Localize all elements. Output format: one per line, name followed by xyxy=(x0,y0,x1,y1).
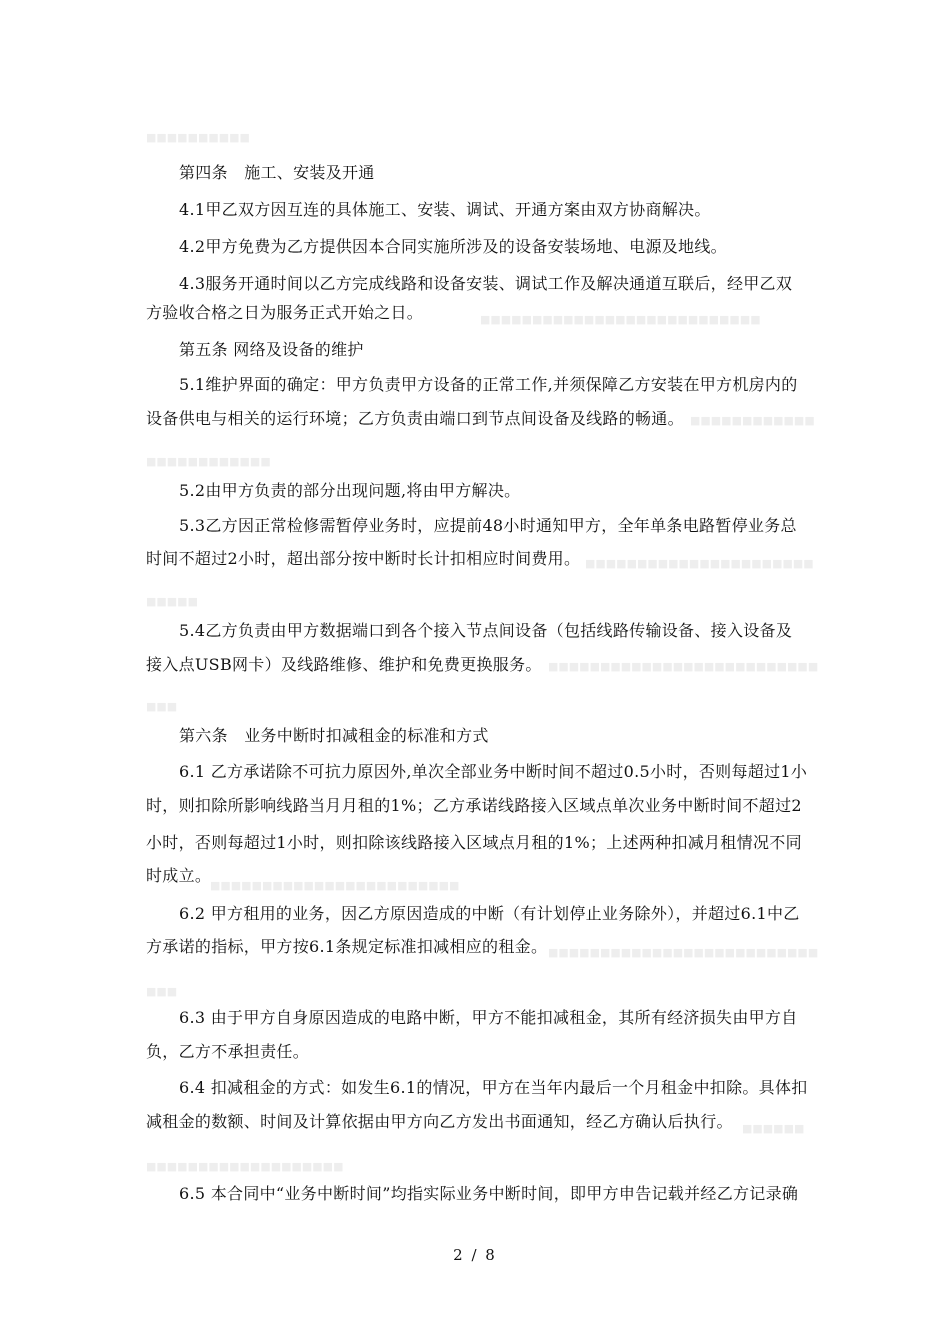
clause-6-3-line-2: 负，乙方不承担责任。 xyxy=(146,1042,310,1061)
clause-6-1-line-4: 时成立。 xyxy=(146,866,212,885)
clause-5-4-line-1: 5.4乙方负责由甲方数据端口到各个接入节点间设备（包括线路传输设备、接入设备及 xyxy=(179,621,793,640)
clause-5-4-line-2: 接入点USB网卡）及线路维修、维护和免费更换服务。 xyxy=(146,655,542,674)
ghost-text: ■■■■■■■■■■■■■■■■■■■■■■ xyxy=(585,557,814,570)
clause-4-3-line-1: 4.3服务开通时间以乙方完成线路和设备安装、调试工作及解决通道互联后，经甲乙双 xyxy=(179,274,793,293)
ghost-text: ■■■■■■ xyxy=(742,1122,805,1135)
ghost-text: ■■■■■■■■■■ xyxy=(146,131,250,144)
clause-6-2-line-1: 6.2 甲方租用的业务，因乙方原因造成的中断（有计划停止业务除外），并超过6.1中乙 xyxy=(179,904,800,923)
clause-5-3-line-1: 5.3乙方因正常检修需暂停业务时，应提前48小时通知甲方，全年单条电路暂停业务总 xyxy=(179,516,797,535)
clause-6-2-line-2: 方承诺的指标，甲方按6.1条规定标准扣减相应的租金。 xyxy=(146,937,548,956)
ghost-text: ■■■■■ xyxy=(146,595,198,608)
ghost-text: ■■■■■■■■■■■■■■■■■■■■■■■■ xyxy=(210,879,460,892)
article-6-heading: 第六条 业务中断时扣减租金的标准和方式 xyxy=(179,726,489,745)
clause-6-5-line-1: 6.5 本合同中“业务中断时间”均指实际业务中断时间，即甲方申告记载并经乙方记录确 xyxy=(179,1184,799,1203)
clause-4-1: 4.1甲乙双方因互连的具体施工、安装、调试、开通方案由双方协商解决。 xyxy=(179,200,711,219)
ghost-text: ■■■■■■■■■■■■■■■■■■■■■■■■■■ xyxy=(548,660,819,673)
ghost-text: ■■■■■■■■■■■■■■■■■■■■■■■■■■ xyxy=(548,946,819,959)
clause-6-1-line-1: 6.1 乙方承诺除不可抗力原因外,单次全部业务中断时间不超过0.5小时，否则每超过1小 xyxy=(179,762,808,781)
clause-5-1-line-2: 设备供电与相关的运行环境；乙方负责由端口到节点间设备及线路的畅通。 xyxy=(146,409,684,428)
clause-6-1-line-2: 时，则扣除所影响线路当月月租的1%；乙方承诺线路接入区域点单次业务中断时间不超过2 xyxy=(146,796,802,815)
clause-5-3-line-2: 时间不超过2小时，超出部分按中断时长计扣相应时间费用。 xyxy=(146,549,581,568)
ghost-text: ■■■ xyxy=(146,985,178,998)
ghost-text: ■■■■■■■■■■■■■■■■■■■■■■■■■■■ xyxy=(480,313,761,326)
clause-5-1-line-1: 5.1维护界面的确定：甲方负责甲方设备的正常工作,并须保障乙方安装在甲方机房内的 xyxy=(179,375,798,394)
article-4-heading: 第四条 施工、安装及开通 xyxy=(179,163,375,182)
clause-5-2: 5.2由甲方负责的部分出现问题,将由甲方解决。 xyxy=(179,481,521,500)
ghost-text: ■■■■■■■■■■■■ xyxy=(690,414,815,427)
clause-4-3-line-2: 方验收合格之日为服务正式开始之日。 xyxy=(146,303,424,322)
ghost-text: ■■■■■■■■■■■■ xyxy=(146,455,271,468)
clause-6-4-line-1: 6.4 扣减租金的方式：如发生6.1的情况，甲方在当年内最后一个月租金中扣除。具体扣 xyxy=(179,1078,808,1097)
article-5-heading: 第五条 网络及设备的维护 xyxy=(179,340,364,359)
clause-4-2: 4.2甲方免费为乙方提供因本合同实施所涉及的设备安装场地、电源及地线。 xyxy=(179,237,727,256)
clause-6-3-line-1: 6.3 由于甲方自身原因造成的电路中断，甲方不能扣减租金，其所有经济损失由甲方自 xyxy=(179,1008,798,1027)
ghost-text: ■■■■■■■■■■■■■■■■■■■ xyxy=(146,1160,344,1173)
page-number: 2 / 8 xyxy=(453,1246,497,1264)
clause-6-4-line-2: 减租金的数额、时间及计算依据由甲方向乙方发出书面通知，经乙方确认后执行。 xyxy=(146,1112,733,1131)
clause-6-1-line-3: 小时，否则每超过1小时，则扣除该线路接入区域点月租的1%；上述两种扣减月租情况不同 xyxy=(146,833,802,852)
ghost-text: ■■■ xyxy=(146,700,178,713)
